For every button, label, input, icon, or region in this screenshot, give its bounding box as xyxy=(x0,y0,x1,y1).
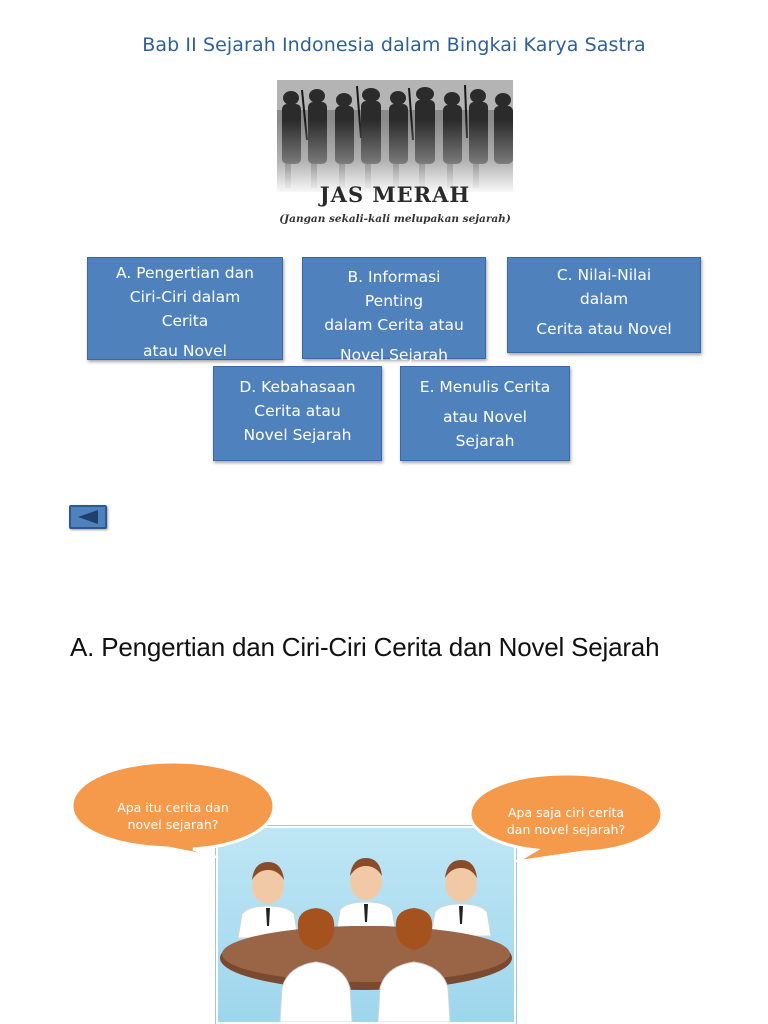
menu-e-line-1: E. Menulis Cerita xyxy=(419,378,551,396)
menu-b-line-4: Novel Sejarah xyxy=(340,346,448,364)
menu-a-line-1: A. Pengertian dan xyxy=(116,264,254,282)
speech-bubble-right xyxy=(466,770,666,862)
left-triangle-icon xyxy=(71,507,105,527)
jas-merah-banner xyxy=(277,80,513,238)
menu-c-line-1: C. Nilai-Nilai xyxy=(556,266,652,284)
menu-b-line-3: dalam Cerita atau xyxy=(324,316,464,334)
menu-box-a-pengertian[interactable] xyxy=(87,257,283,360)
menu-box-d-kebahasaan[interactable] xyxy=(213,366,382,461)
section-heading: A. Pengertian dan Ciri-Ciri Cerita dan Novel Sejarah xyxy=(70,632,660,662)
menu-box-b-informasi[interactable] xyxy=(302,257,486,364)
bubble-right-line-1: Apa saja ciri cerita xyxy=(507,805,625,820)
menu-d-line-1: D. Kebahasaan xyxy=(239,378,356,396)
menu-d-line-2: Cerita atau xyxy=(254,402,341,420)
speech-bubble-left xyxy=(68,758,278,858)
back-button[interactable] xyxy=(69,505,107,529)
menu-a-line-3: Cerita xyxy=(161,312,209,330)
menu-c-line-2: dalam xyxy=(579,290,629,308)
banner-title: JAS MERAH xyxy=(319,182,471,207)
menu-a-line-2: Ciri-Ciri dalam xyxy=(129,288,241,306)
menu-a-line-4: atau Novel xyxy=(143,342,227,360)
bubble-left-line-1: Apa itu cerita dan xyxy=(117,800,229,815)
menu-e-line-2: atau Novel xyxy=(443,408,527,426)
menu-b-line-2: Penting xyxy=(364,292,424,310)
menu-d-line-3: Novel Sejarah xyxy=(243,426,352,444)
bubble-right-line-2: dan novel sejarah? xyxy=(506,822,626,837)
chapter-title: Bab II Sejarah Indonesia dalam Bingkai Karya Sastra xyxy=(142,34,646,56)
menu-e-line-3: Sejarah xyxy=(455,432,515,450)
bubble-left-line-2: novel sejarah? xyxy=(127,817,219,832)
menu-b-line-1: B. Informasi xyxy=(347,268,441,286)
banner-subtitle: (Jangan sekali-kali melupakan sejarah) xyxy=(279,213,511,225)
menu-box-e-menulis[interactable] xyxy=(400,366,570,461)
menu-box-c-nilai[interactable] xyxy=(507,257,701,353)
menu-c-line-3: Cerita atau Novel xyxy=(536,320,672,338)
